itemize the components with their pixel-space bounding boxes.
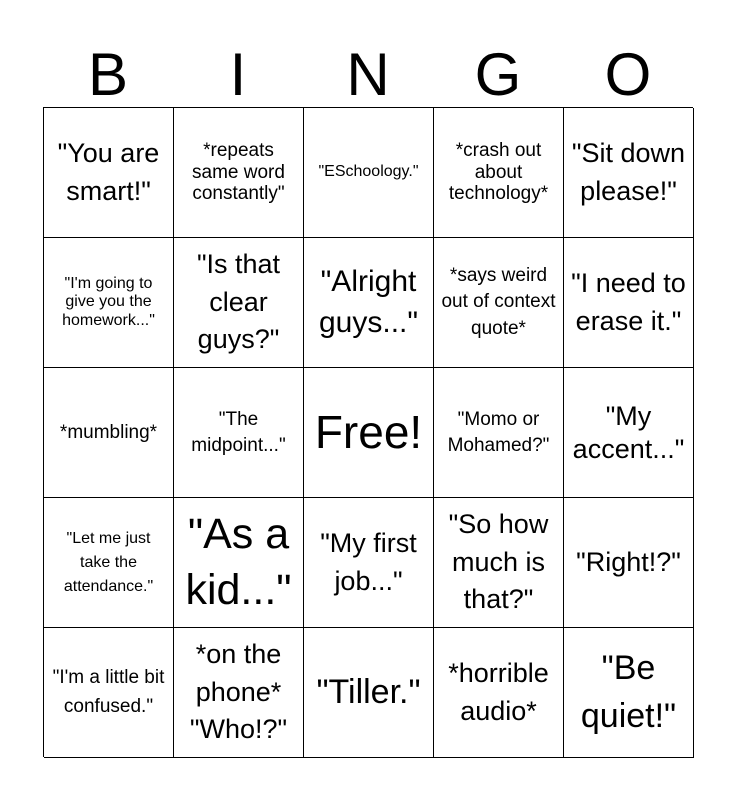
header-letter-b: B [87, 41, 129, 108]
bingo-cell[interactable]: "My accent..." [564, 368, 694, 498]
bingo-cell[interactable]: "As a kid..." [174, 498, 304, 628]
bingo-cell[interactable]: "You are smart!" [44, 108, 174, 238]
bingo-cell[interactable]: "Sit down please!" [564, 108, 694, 238]
bingo-cell[interactable]: "Tiller." [304, 628, 434, 758]
bingo-cell[interactable]: *repeats same word constantly" [174, 108, 304, 238]
bingo-cell[interactable]: *says weird out of context quote* [434, 238, 564, 368]
bingo-cell-free[interactable]: Free! [304, 368, 434, 498]
bingo-cell[interactable]: "The midpoint..." [174, 368, 304, 498]
bingo-cell[interactable]: "I'm going to give you the homework..." [44, 238, 174, 368]
bingo-cell[interactable]: "My first job..." [304, 498, 434, 628]
bingo-cell[interactable]: *crash out about technology* [434, 108, 564, 238]
bingo-cell[interactable]: "So how much is that?" [434, 498, 564, 628]
bingo-cell[interactable]: *mumbling* [44, 368, 174, 498]
header-letter-n: N [346, 41, 390, 108]
header-letter-i: I [229, 41, 247, 108]
bingo-cell[interactable]: "Be quiet!" [564, 628, 694, 758]
header-letter-g: G [474, 41, 522, 108]
bingo-cell[interactable]: "Momo or Mohamed?" [434, 368, 564, 498]
bingo-cell[interactable]: "ESchoology." [304, 108, 434, 238]
bingo-cell[interactable]: *on the phone* "Who!?" [174, 628, 304, 758]
bingo-card-grid [43, 107, 693, 757]
bingo-cell[interactable]: "I'm a little bit confused." [44, 628, 174, 758]
bingo-cell[interactable]: "Alright guys..." [304, 238, 434, 368]
header-letter-o: O [604, 41, 652, 108]
bingo-header [43, 42, 693, 108]
bingo-cell[interactable]: "Let me just take the attendance." [44, 498, 174, 628]
bingo-cell[interactable]: "I need to erase it." [564, 238, 694, 368]
bingo-cell[interactable]: "Right!?" [564, 498, 694, 628]
bingo-cell[interactable]: "Is that clear guys?" [174, 238, 304, 368]
bingo-cell[interactable]: *horrible audio* [434, 628, 564, 758]
